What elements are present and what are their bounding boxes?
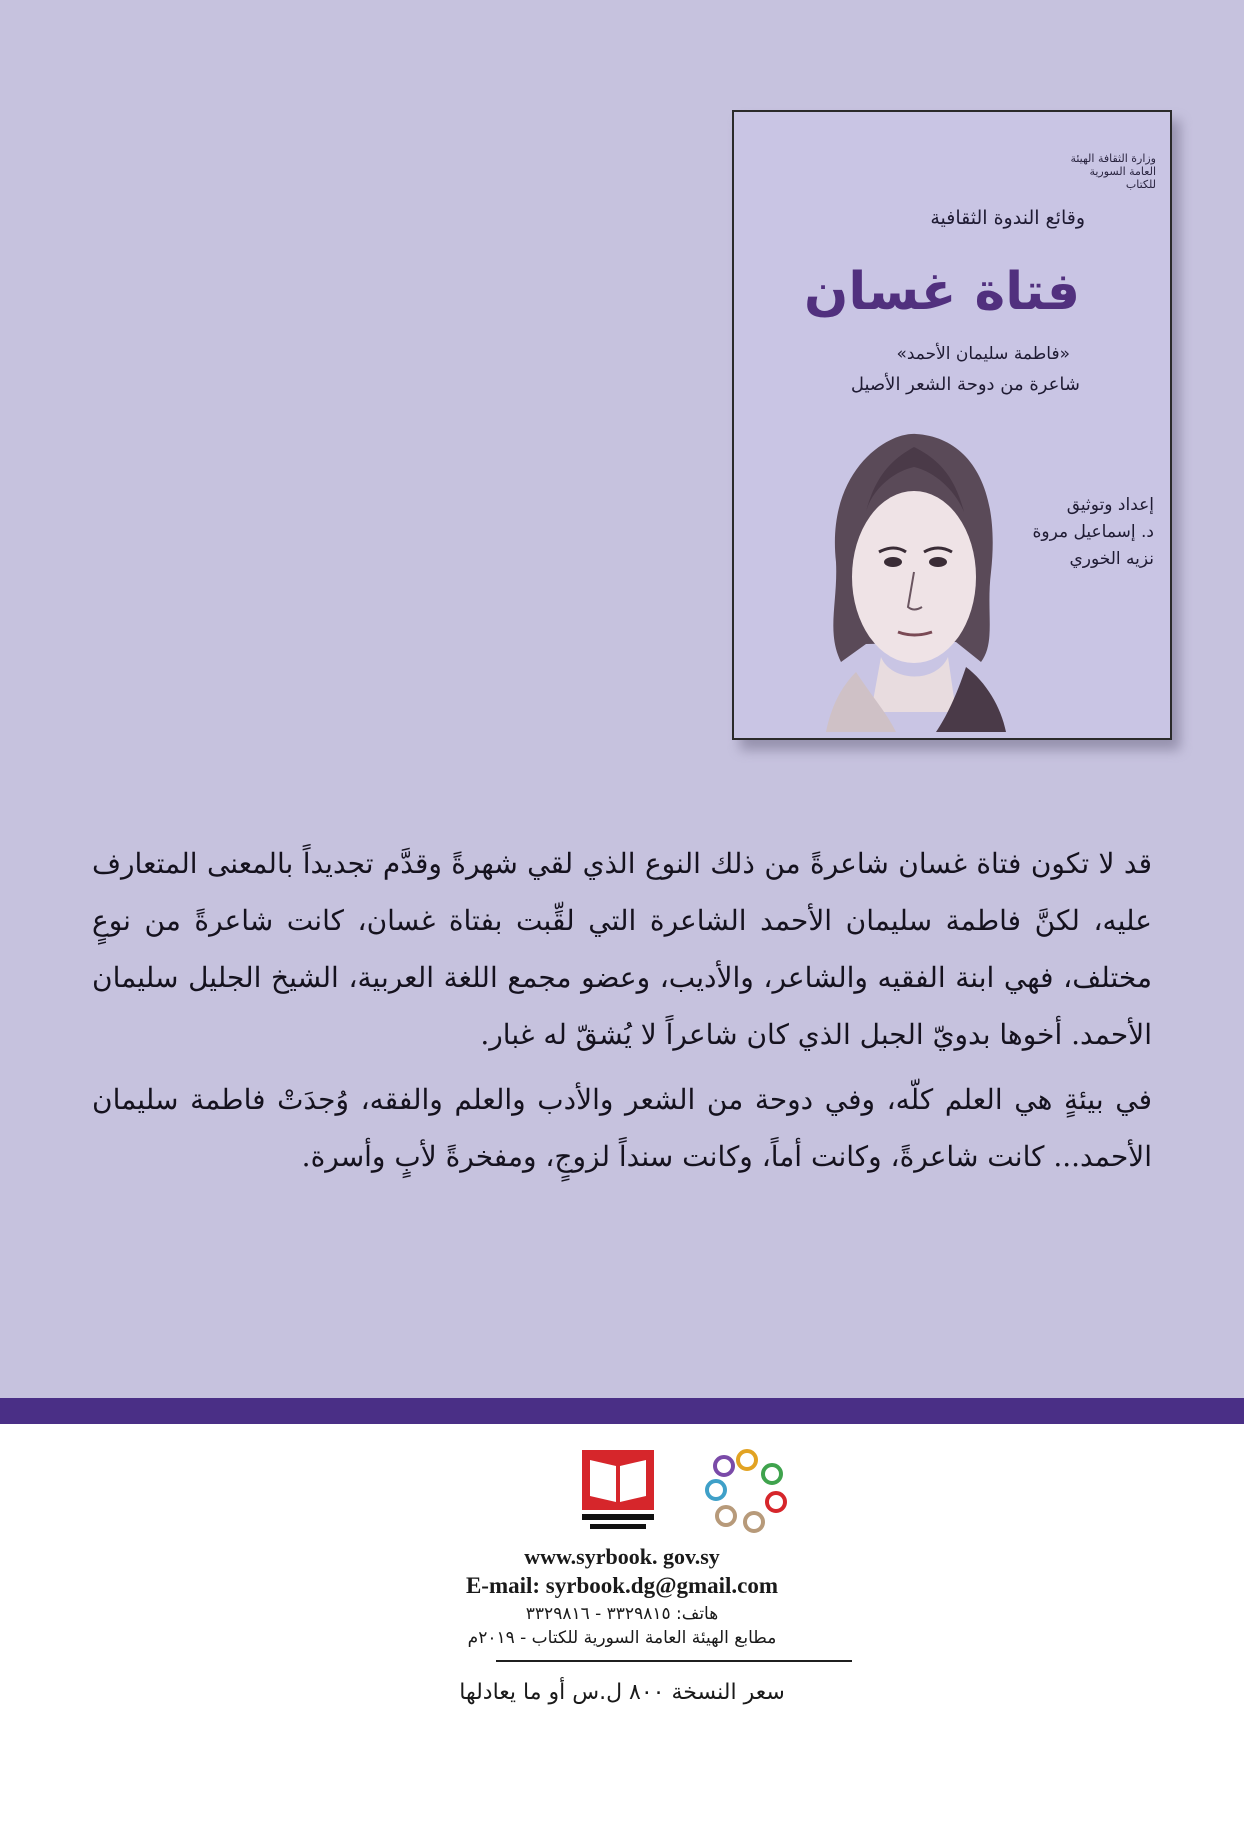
flower-logo-icon <box>702 1446 792 1536</box>
book-logo-icon <box>580 1448 656 1534</box>
credit-line: إعداد وتوثيق <box>1066 495 1154 515</box>
printer-line: مطابع الهيئة العامة السورية للكتاب - ٢٠١٩م <box>467 1628 777 1648</box>
email-address: E-mail: syrbook.dg@gmail.com <box>465 1573 779 1598</box>
price-line: سعر النسخة ٨٠٠ ل.س أو ما يعادلها <box>459 1680 785 1705</box>
cover-title: فتاة غسان <box>804 262 1080 322</box>
cover-publisher: وزارة الثقافة الهيئة العامة السورية للكتاب <box>1070 152 1156 191</box>
credit-line: نزيه الخوري <box>1069 549 1154 569</box>
description-paragraph: قد لا تكون فتاة غسان شاعرةً من ذلك النوع الذي لقي شهرةً وقدَّم تجديداً بالمعنى المتعارف عليه، لكنَّ فاطمة سليمان الأحمد الشاعرة التي لقِّبت بفتاة غسان، كانت شاعرةً من نوعٍ مختلف، فهي ابنة الفقيه والشاعر، والأديب، وعضو مجمع اللغة العربية، الشيخ الجليل سليمان الأحمد. أخوها بدويّ الجبل الذي كان شاعراً لا يُشقّ له غبار. <box>92 847 1152 1051</box>
book-cover <box>732 110 1172 740</box>
cover-subtitle: «فاطمة سليمان الأحمد» <box>896 344 1070 364</box>
cover-series: وقائع الندوة الثقافية <box>930 207 1085 229</box>
description-text <box>92 835 1152 1193</box>
cover-tagline: شاعرة من دوحة الشعر الأصيل <box>850 374 1080 395</box>
purple-divider-band <box>0 1398 1244 1424</box>
phone-numbers: هاتف: ٣٣٢٩٨١٥ - ٣٣٢٩٨١٦ <box>525 1604 719 1624</box>
credit-line: د. إسماعيل مروة <box>1032 522 1154 542</box>
website-url: www.syrbook. gov.sy <box>524 1544 720 1569</box>
footer-rule <box>496 1660 852 1662</box>
portrait-sketch <box>796 412 1016 732</box>
description-paragraph: في بيئةٍ هي العلم كلّه، وفي دوحة من الشعر والأدب والعلم والفقه، وُجدَتْ فاطمة سليمان الأحمد... كانت شاعرةً، وكانت أماً، وكانت سنداً لزوجٍ، ومفخرةً لأبٍ وأسرة. <box>92 1083 1152 1173</box>
